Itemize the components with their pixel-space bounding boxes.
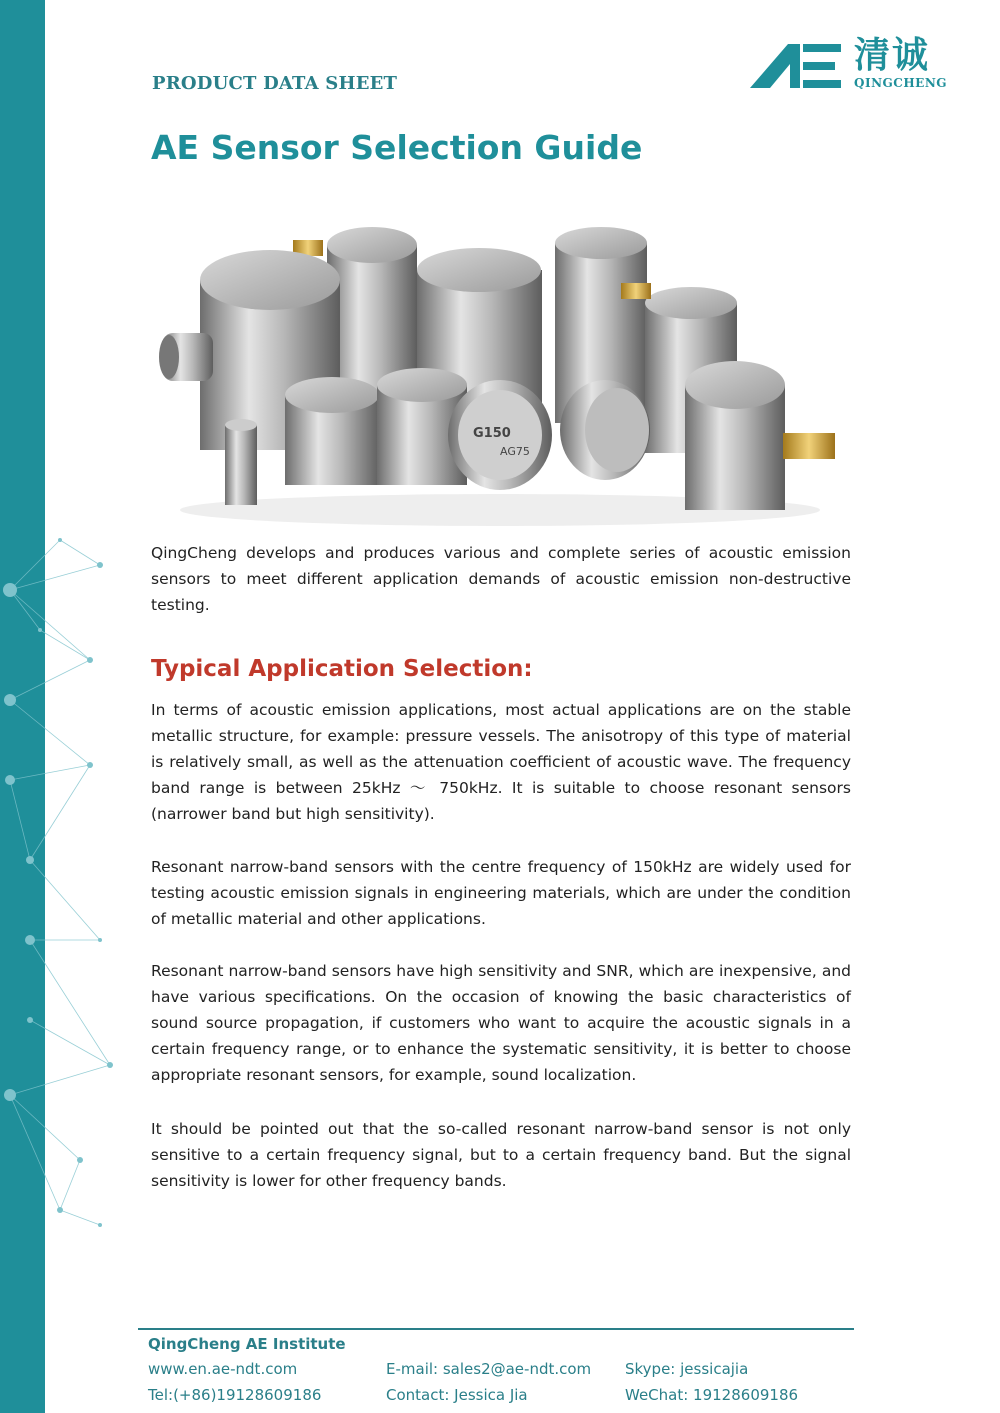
footer-divider <box>138 1328 854 1330</box>
footer-wechat: WeChat: 19128609186 <box>625 1386 799 1404</box>
footer-website-link[interactable]: www.en.ae-ndt.com <box>148 1360 298 1378</box>
footer-contact: Contact: Jessica Jia <box>386 1386 528 1404</box>
footer-organization: QingCheng AE Institute <box>148 1335 346 1353</box>
logo-english-text: QINGCHENG <box>854 76 948 90</box>
section-heading: Typical Application Selection: <box>151 656 533 682</box>
intro-paragraph: QingCheng develops and produces various and complete series of acoustic emission sensors to meet different application demands of acoustic emission non-destructive testing. <box>151 544 851 614</box>
paragraph-4: It should be pointed out that the so-called resonant narrow-band sensor is not only sensitive to a certain frequency signal, but to a certain frequency band. But the signal sensitivity is lower for other frequency bands. <box>151 1120 851 1190</box>
footer-skype: Skype: jessicajia <box>625 1360 749 1378</box>
network-decoration <box>0 520 120 1260</box>
sensor-ag75-label: AG75 <box>500 445 530 458</box>
paragraph-1: In terms of acoustic emission applications, most actual applications are on the stable metallic structure, for example: pressure vessels. The anisotropy of this type of material is relatively small, as well as the attenuation coefficient of acoustic wave. The frequency band range is between 25kHz ～ 750kHz. It is suitable to choose resonant sensors (narrower band but high sensitivity). <box>151 701 851 823</box>
sensor-g150-label: G150 <box>473 426 511 441</box>
footer-email-link[interactable]: E-mail: sales2@ae-ndt.com <box>386 1360 592 1378</box>
footer-telephone: Tel:(+86)19128609186 <box>148 1386 322 1404</box>
sensor-product-photo <box>155 225 845 530</box>
header-label: PRODUCT DATA SHEET <box>152 73 398 94</box>
logo-chinese-text: 清诚 <box>854 35 931 76</box>
paragraph-3: Resonant narrow-band sensors have high sensitivity and SNR, which are inexpensive, and have various specifications. On the occasion of knowing the basic characteristics of sound source propagation, if customers who want to acquire the acoustic signals in a certain frequency range, or to enhance the systematic sensitivity, it is better to choose appropriate resonant sensors, for example, sound localization. <box>151 962 851 1084</box>
page-title: AE Sensor Selection Guide <box>151 128 643 167</box>
paragraph-2: Resonant narrow-band sensors with the centre frequency of 150kHz are widely used for testing acoustic emission signals in engineering materials, which are under the condition of metallic material and other applications. <box>151 858 851 928</box>
